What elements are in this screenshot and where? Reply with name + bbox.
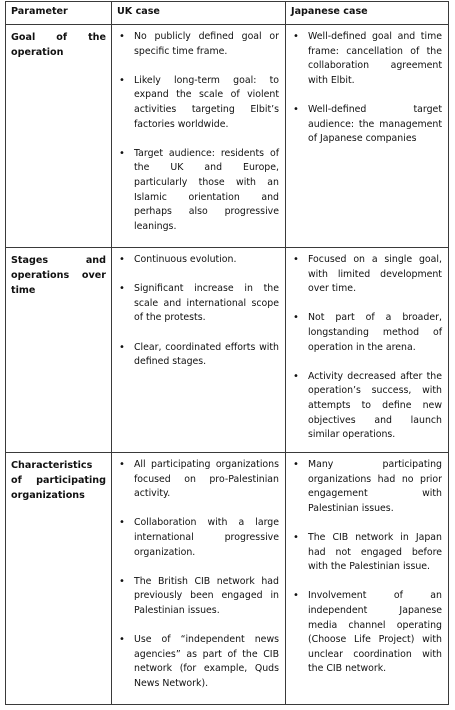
parameter-cell: Goal of the operation — [6, 25, 112, 248]
japan-bullet-list — [290, 253, 442, 443]
uk-bullet-list — [116, 458, 279, 692]
list-item: • Activity decreased after the operation’s success, with attempts to define new objectives and launch similar operations. — [290, 370, 442, 443]
table-row — [6, 248, 449, 453]
header-uk-case: UK case — [112, 2, 286, 25]
list-item: • Likely long-term goal: to expand the scale of violent activities targeting Elbit’s factories worldwide. — [116, 74, 279, 132]
header-japanese-case: Japanese case — [286, 2, 449, 25]
list-item: • The British CIB network had previously been engaged in Palestinian issues. — [116, 575, 279, 619]
japan-cell — [286, 25, 449, 248]
parameter-cell: Stages and operations over time — [6, 248, 112, 453]
list-item: • Many participating organizations had no prior engagement with Palestinian issues. — [290, 458, 442, 516]
uk-cell — [112, 453, 286, 705]
comparison-table — [5, 1, 449, 705]
list-item: • Focused on a single goal, with limited development over time. — [290, 253, 442, 297]
list-item: • Not part of a broader, longstanding method of operation in the arena. — [290, 311, 442, 355]
list-item: • Well-defined goal and time frame: cancellation of the collaboration agreement with Elbit. — [290, 30, 442, 88]
header-row — [6, 2, 449, 25]
japan-bullet-list — [290, 458, 442, 677]
list-item: • The CIB network in Japan had not engaged before with the Palestinian issue. — [290, 531, 442, 575]
japan-cell — [286, 453, 449, 705]
list-item: • Well-defined target audience: the management of Japanese companies — [290, 103, 442, 147]
list-item: • Clear, coordinated efforts with defined stages. — [116, 341, 279, 370]
uk-cell — [112, 25, 286, 248]
japan-cell — [286, 248, 449, 453]
header-parameter: Parameter — [6, 2, 112, 25]
list-item: • Significant increase in the scale and international scope of the protests. — [116, 282, 279, 326]
list-item: • Collaboration with a large international progressive organization. — [116, 516, 279, 560]
table-row — [6, 25, 449, 248]
list-item: • No publicly defined goal or specific time frame. — [116, 30, 279, 59]
uk-bullet-list — [116, 253, 279, 370]
uk-cell — [112, 248, 286, 453]
uk-bullet-list — [116, 30, 279, 234]
list-item: • Involvement of an independent Japanese media channel operating (Choose Life Project) with unclear coordination with the CIB network. — [290, 589, 442, 677]
list-item: • Continuous evolution. — [116, 253, 279, 268]
list-item: • Use of “independent news agencies” as part of the CIB network (for example, Quds News Network). — [116, 633, 279, 691]
list-item: • Target audience: residents of the UK and Europe, particularly those with an Islamic orientation and perhaps also progressive leanings. — [116, 147, 279, 235]
parameter-cell: Characteristics of participating organizations — [6, 453, 112, 705]
table-row — [6, 453, 449, 705]
japan-bullet-list — [290, 30, 442, 147]
list-item: • All participating organizations focused on pro-Palestinian activity. — [116, 458, 279, 502]
